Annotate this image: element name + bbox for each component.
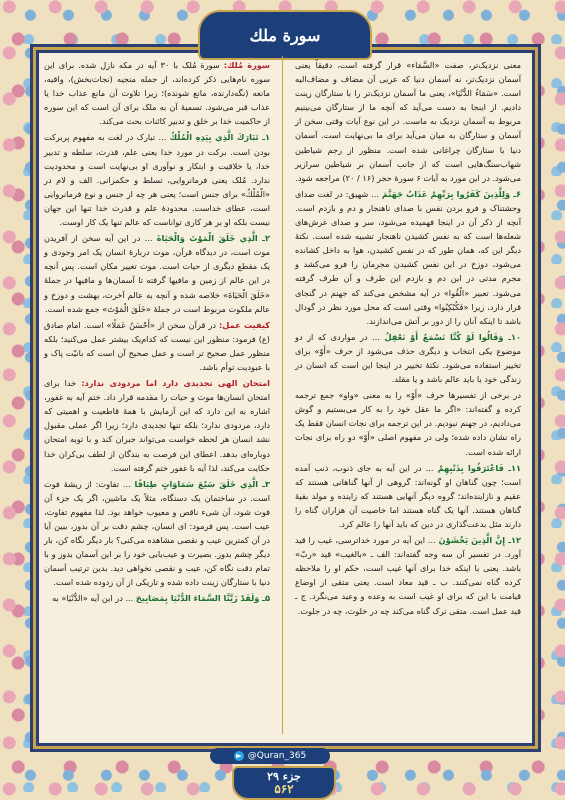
paragraph-heading: ۱۱ـ فَاعْتَرَفُوا بِذَنْبِهِمْ xyxy=(437,462,521,473)
paragraph xyxy=(295,388,521,458)
paragraph xyxy=(295,187,521,328)
paragraph xyxy=(44,591,270,605)
paragraph-heading: ۳ـ الَّذِي خَلَقَ سَبْعَ سَمَاوَاتٍ طِبَاقًا xyxy=(134,478,270,489)
paragraph-text: ... تبارک در لغت به مفهوم پربرکت بودن است. برکت در مورد خدا یعنی علم، قدرت، سلطه و تدبیر خدا، یا خلاقیت و ابتکار و نوآوری او بی‌نهایت است و محدودیت ندارد. مُلک یعنی فرمانروایی، تسلط و حکمرانی. الف و لام در «الْمُلْكُ» برای جنس است؛ یعنی هر چه از جنس و نوع فرمانروایی است، عطای خداست. محدودهٔ علم و قدرت خدا تنها این جهان نیست بلکه او بر هر کاری تواناست که عالم تنها یک کار اوست. xyxy=(44,132,270,228)
paragraph-heading: ۵ـ وَلَقَدْ زَيَّنَّا السَّمَاءَ الدُّنْيَا بِمَصَابِيحَ xyxy=(135,593,270,604)
column-divider xyxy=(282,56,283,734)
paragraph-text: سورة مُلک با ۳۰ آیه در مکه نازل شده. برای این سوره نام‌هایی ذکر کرده‌اند، از جمله منجیه (نجات‌بخش)، واقیه، مانعه (نگه‌دارنده، مانع شونده)؛ زیرا تلاوت آن مانع عذاب خدا یا عذاب قبر می‌شود. تسمیهٔ آن به ملک برای آن است که این سوره از حاکمیت خدا بر خلق و تدبیر کائنات بحث می‌کند. xyxy=(44,60,270,127)
paragraph-heading: سورة مُلك: xyxy=(223,60,270,70)
paragraph xyxy=(295,58,521,185)
telegram-icon xyxy=(234,751,244,761)
paragraph-text: ... در این آیه «الدُّنْيَا» به xyxy=(52,593,136,604)
paragraph-heading: کیفیت عمل: xyxy=(219,319,270,330)
channel-handle[interactable] xyxy=(210,748,330,764)
paragraph-text: در قرآن سخن از «أَحْسَنُ عَمَلًا» است. امام صادق (ع) فرمود: منظور این نیست که کدام‌یک بیشتر عمل می‌کنید؛ بلکه منظور عمل صحیح تر است و عمل صحیح آن است که بانیّت پاک و با عبودیت توأم باشد. xyxy=(44,319,270,372)
juz-badge xyxy=(232,766,336,800)
paragraph xyxy=(44,477,270,590)
paragraph-heading: ۱۲ـ إِنَّ الَّذِينَ يَخْشَوْنَ xyxy=(438,535,522,546)
right-column xyxy=(42,56,272,734)
paragraph xyxy=(295,330,521,386)
paragraph-heading: امتحان الهی تجدیدی دارد اما مردودی ندارد: xyxy=(81,378,270,389)
channel-handle-text: @Quran_365 xyxy=(247,751,307,761)
paragraph-text: خدا برای امتحان انسان‌ها موت و حیات را مقدمه قرار داد. ختم آیه به غفور، اشاره به این دارد که این آزمایش با همهٔ قاطعیت و اهمیتی که دارد، مردودی ندارد؛ بلکه تنها تجدیدی دارد؛ زیرا اگر عملی مقبول نشد انسان هر لحظه خواست می‌تواند جبران کند و با توبه امتحان دوباره‌ای بدهد. اعطای این فرصت به بندگان از لطف بی‌کران خدا حکایت می‌کند، لذا آیه با غفور ختم گرفته است. xyxy=(44,378,270,473)
surah-title-banner xyxy=(198,10,372,60)
paragraph-heading: ۶ـ وَلِلَّذِينَ كَفَرُوا بِرَبِّهِمْ عَذَابُ جَهَنَّمَ xyxy=(381,188,521,199)
page-number: ۵۶۲ xyxy=(274,782,294,796)
paragraph-text: ... در این آیه سخن از آفریدن موت است، در دیدگاه قرآن، موت دربارهٔ انسان یک امر وجودی و یک مقطع دیگری از حیات است. موت تغییر مکان است. پس آنچه در این عالم از زمین و مافیها گرفته تا آسمان‌ها و مافیها در جملهٔ «خَلَقَ الْحَيَاةَ» خلاصه شده و آنچه به عالم آخرت، بهشت و دوزخ و عالم ملکوت مربوط است در جملهٔ «خَلَقَ الْمَوْتَ» جمع شده است. xyxy=(44,233,270,314)
paragraph xyxy=(44,58,270,128)
paragraph xyxy=(44,130,270,229)
paragraph-text: ... شهیق: در لغت صدای وحشتناک و فرو بردن نفس با صدای ناهنجار و دم و بازدم است. آنچه از ذکر آن در اینجا فهمیده می‌شود، سر و صدای غرش‌های شعله‌ها است که به نفس کشیدن ناهنجار تشبیه شده است. نکتهٔ دیگر این که، همان طور که در نفس کشیدن، هوا به داخل کشانده می‌شود، دوزخ در این نفس کشیدن مجرمان را فرو می‌کشد و مجرم مدتی در این دم و بازدم این طرف و آن طرف گرفته می‌شود. تعبیر «الْقُوا» در آیه مشخص می‌کند که جهنم در گنجای قرار دارد، زیرا «فَكُبْكِبُوا» وقتی است که محل مورد نظر در گودال باشد تا اینکه آنان را از دور بر آتش می‌اندازند. xyxy=(295,188,521,326)
paragraph-text: ... این آیه در مورد خداترسی، غیب را قید آورد. در تفسیر آن سه وجه گفته‌اند: الف ـ «بالغیب» قید «ربّ» باشد. یعنی با اینکه خدا برای آنها غیب است، حکم او را ملاحظه کرده گناه نمی‌کنند. ب ـ قید معاد است. یعنی متقی از اوضاع قیامت با این که برای او غیب است به وعده و وعید می‌نگرد. ج ـ قید عمل است. متقی ترک گناه می‌کند چه در خلوت، چه در جلوت. xyxy=(295,535,521,616)
paragraph-heading: ۱ـ تَبَارَكَ الَّذِي بِيَدِهِ الْمُلْكُ xyxy=(169,132,270,143)
paragraph xyxy=(44,318,270,374)
left-column xyxy=(293,56,523,734)
juz-label: جزء ۲۹ xyxy=(267,770,301,783)
surah-title: سورة ملك xyxy=(249,25,321,45)
paragraph-text: ... در مواردی که از دو موضوع یکی انتخاب و دیگری حذف می‌شود از حرف «أَوْ» برای تخییر استفاده می‌شود. نکتهٔ تخییر در اینجا این است که انسان در زندگی خود یا باید عالم باشد و یا مقلد. xyxy=(295,331,521,385)
paragraph-heading: ۱۰ـ وَقَالُوا لَوْ كُنَّا نَسْمَعُ أَوْ نَعْقِلُ xyxy=(384,331,521,342)
paragraph xyxy=(295,461,521,531)
paragraph-text: ... در این آیه به جای ذنوب، ذنب آمده است؛ چون گناهان او گونه‌اند: گروهی از آنها گناهانی هستند که عقیم و نازاینده‌اند؛ گروه دیگر آنهایی هستند که زاینده و مولد بقیهٔ گناهان هستند. آنها یک گناه هستند اما خاصیت آن هزاران گناه را دارند مثل بدعت‌گذاری در دین که باید آنها را عالم کرد. xyxy=(295,462,521,529)
paragraph-text: ... تفاوت: از ریشهٔ فوت است. در ساختمان یک دستگاه، مثلاً یک ماشین، اگر یک جزء آن فوت شود، آن شیء ناقص و معیوب خواهد بود. لذا مفهوم تفاوت، عیب است. پس فرمود: ای انسان، چشم دقت بر آن بدوز، ببین آیا در آن کمترین عیب و نقصی مشاهده می‌کنی؟ بار دیگر نگاه کن، بار دیگر چشم بدوز. بصیرت و عیب‌یابی خود را بر این آسمان بدوز و با تمام دقت نگاه کن، عیب و نقصی نخواهی دید. بدین ترتیب آسمان دنیا با ستارگان زینت داده شده و تاریکی از آن زدوده شده است. xyxy=(44,478,270,588)
paragraph xyxy=(44,231,270,316)
paragraph-heading: ۲ـ الَّذِي خَلَقَ الْمَوْتَ وَالْحَيَاةَ xyxy=(156,233,270,244)
paragraph-text: در برخی از تفسیرها حرف «أَوْ» را به معنی «واو» جمع ترجمه کرده و گفته‌اند: «اگر ما عقل خود را به کار می‌بستیم و گوش می‌دادیم، در جهنم نبودیم. در این ترجمه برای نجات انسان فقط یک راه نشان داده شده؛ ولی در مفهوم اصلی «أَوْ» دو راه برای نجات ارائه شده است. xyxy=(295,390,521,457)
paragraph xyxy=(44,376,270,475)
paragraph-text: معنی نزدیک‌تر، صفت «السَّمَاء» قرار گرفته است، دقیقاً یعنی آسمان نزدیک‌تر، نه آسمان دنیا که عربی آن مضاف و مضاف‌الیه است. «سَمَاءُ الدُّنْيَا»، یعنی ما آسمان نزدیک‌تر را با ستارگان زینت دادیم. از اینجا به دست می‌آید که آنچه ما از ستارگان می‌بینیم مربوط به آسمان نزدیک به ماست. در این نوع آیات وقتی سخن از آسمان و ستارگان به میان می‌آید برای ما بی‌نهایت است. آسمان دنیا با ستارگان چراغانی شده است. منظور از رجم شیاطین شهاب‌سنگ‌هایی است که از جانب آسمان بر شیاطین سرازیر می‌شود. در این مورد به آیات ۶ سورهٔ حجر (۱۶ / ۲۰) مراجعه شود. xyxy=(295,60,521,183)
paragraph xyxy=(295,533,521,618)
page-body xyxy=(42,56,523,734)
